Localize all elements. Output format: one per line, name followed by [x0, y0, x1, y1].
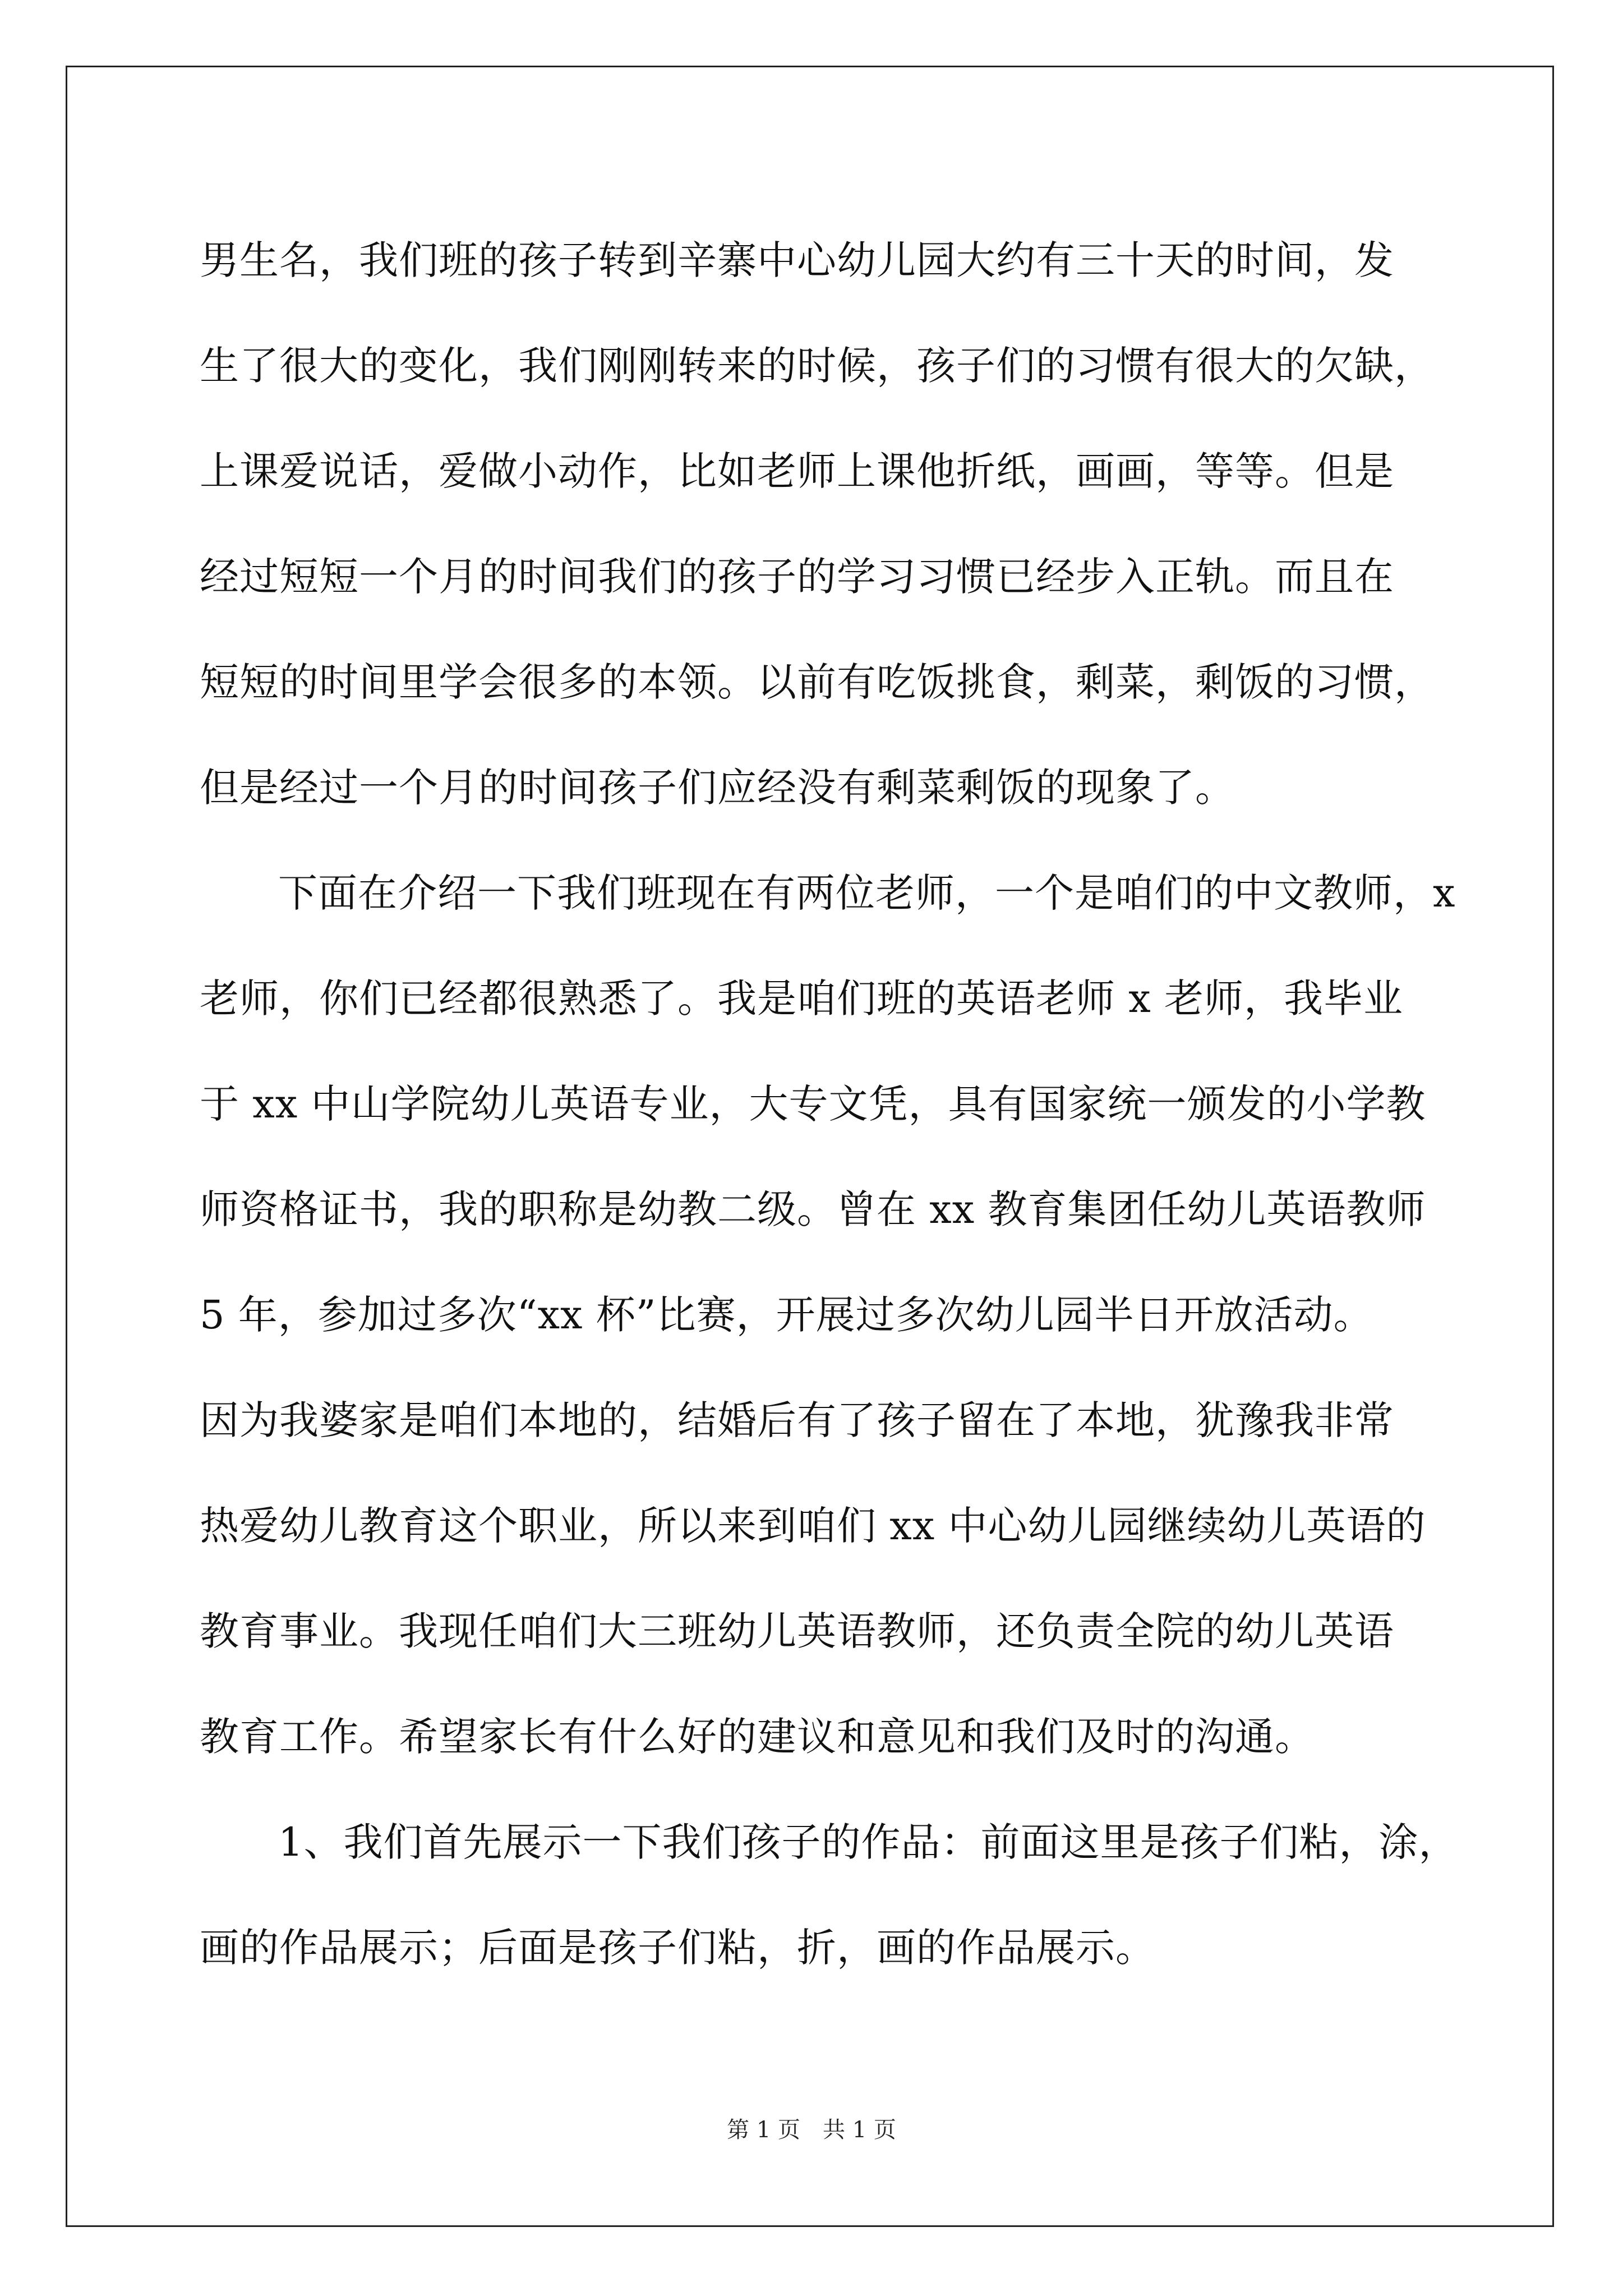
text-line: 经过短短一个月的时间我们的孩子的学习习惯已经步入正轨。而且在	[200, 554, 1394, 600]
text-line: 下面在介绍一下我们班现在有两位老师，一个是咱们的中文教师，x	[278, 870, 1456, 916]
text-line: 短短的时间里学会很多的本领。以前有吃饭挑食，剩菜，剩饭的习惯，	[200, 659, 1434, 705]
text-line: 画的作品展示；后面是孩子们粘，折，画的作品展示。	[200, 1925, 1155, 1971]
text-line: 但是经过一个月的时间孩子们应经没有剩菜剩饭的现象了。	[200, 765, 1235, 811]
text-line: 男生名，我们班的孩子转到辛寨中心幼儿园大约有三十天的时间，发	[200, 237, 1394, 283]
text-line: 教育工作。希望家长有什么好的建议和意见和我们及时的沟通。	[200, 1714, 1315, 1760]
text-line: 1、我们首先展示一下我们孩子的作品：前面这里是孩子们粘，涂，	[278, 1819, 1459, 1865]
document-body	[200, 208, 1490, 2000]
text-line: 因为我婆家是咱们本地的，结婚后有了孩子留在了本地，犹豫我非常	[200, 1397, 1394, 1443]
text-line: 5 年，参加过多次“xx 杯”比赛，开展过多次幼儿园半日开放活动。	[200, 1292, 1373, 1338]
text-line: 热爱幼儿教育这个职业，所以来到咱们 xx 中心幼儿园继续幼儿英语的	[200, 1503, 1426, 1549]
text-line: 师资格证书，我的职称是幼教二级。曾在 xx 教育集团任幼儿英语教师	[200, 1186, 1426, 1232]
text-line: 生了很大的变化，我们刚刚转来的时候，孩子们的习惯有很大的欠缺，	[200, 343, 1434, 389]
text-line: 教育事业。我现任咱们大三班幼儿英语教师，还负责全院的幼儿英语	[200, 1608, 1394, 1654]
page-footer: 第 1 页 共 1 页	[727, 2117, 896, 2143]
text-line: 老师，你们已经都很熟悉了。我是咱们班的英语老师 x 老师，我毕业	[200, 976, 1403, 1022]
text-line: 上课爱说话，爱做小动作，比如老师上课他折纸，画画，等等。但是	[200, 448, 1394, 494]
text-line: 于 xx 中山学院幼儿英语专业，大专文凭，具有国家统一颁发的小学教	[200, 1081, 1426, 1127]
